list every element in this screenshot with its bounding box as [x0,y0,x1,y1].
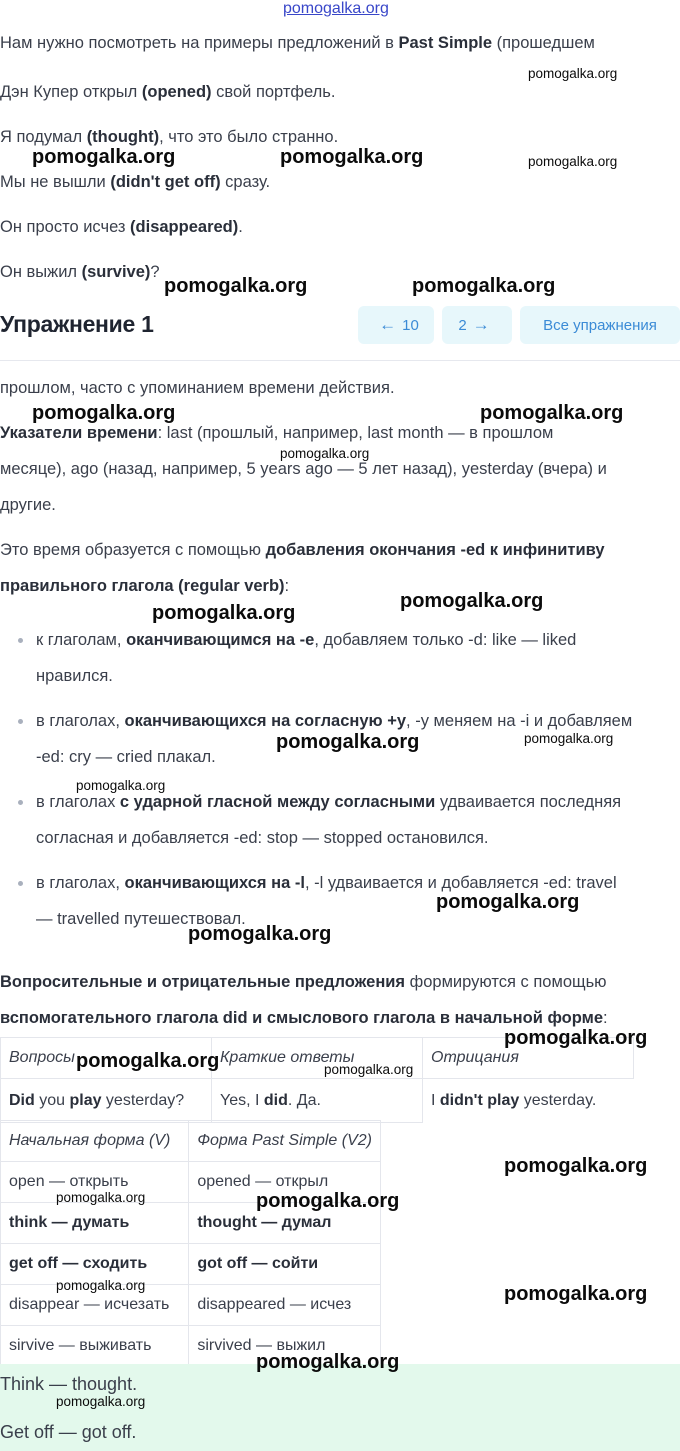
table-cell: I didn't play yesterday. [423,1079,634,1123]
verb-forms-table [0,1120,381,1367]
watermark-text: pomogalka.org [256,1190,400,1212]
watermark-text: pomogalka.org [504,1155,648,1177]
table-cell: Did you play yesterday? [1,1079,212,1123]
table-cell: thought — думал [189,1203,381,1244]
watermark-text: pomogalka.org [324,1062,414,1077]
watermark-text: pomogalka.org [32,146,176,168]
table-cell: sirvived — выжил [189,1326,381,1367]
watermark-text: pomogalka.org [528,66,618,81]
table-header-row [1,1121,381,1162]
all-exercises-button[interactable]: Все упражнения [520,306,680,344]
list-item-cont: — travelled путешествовал. [36,910,246,928]
list-item: в глаголах, оканчивающихся на -l, -l удваивается и добавляется -ed: travel [36,874,617,892]
intro-line-2: Я подумал (thought), что это было странно. [0,128,339,146]
watermark-text: pomogalka.org [188,923,332,945]
table-cell: opened — открыл [189,1162,381,1203]
watermark-text: pomogalka.org [280,446,370,461]
prev-exercise-button[interactable]: ← 10 [358,306,434,344]
watermark-text: pomogalka.org [56,1190,146,1205]
theory-line-4: другие. [0,496,56,514]
watermark-text: pomogalka.org [280,146,424,168]
table-cell: disappear — исчезать [1,1285,189,1326]
list-item-cont: -ed: cry — cried плакал. [36,748,216,766]
table-header-cell: Краткие ответы [212,1038,423,1079]
intro-line-0: Нам нужно посмотреть на примеры предложений в Past Simple (прошедшем [0,34,595,52]
table-cell: open — открыть [1,1162,189,1203]
watermark-text: pomogalka.org [256,1351,400,1373]
bullet-dot [18,719,23,724]
list-item: в глаголах, оканчивающихся на согласную +y, -y меняем на -i и добавляем [36,712,633,730]
table-row [1,1079,634,1123]
theory-line-6: правильного глагола (regular verb): [0,577,290,595]
intro-line-1: Дэн Купер открыл (opened) свой портфель. [0,83,336,101]
watermark-text: pomogalka.org [528,154,618,169]
watermark-text: pomogalka.org [524,731,614,746]
watermark-text: pomogalka.org [480,402,624,424]
intro-line-3: Мы не вышли (didn't get off) сразу. [0,173,271,191]
watermark-text: pomogalka.org [76,778,166,793]
watermark-text: pomogalka.org [504,1027,648,1049]
watermark-text: pomogalka.org [504,1283,648,1305]
table-cell: Yes, I did. Да. [212,1079,423,1123]
exercise-title: Упражнение 1 [0,311,154,337]
arrow-right-icon: → [472,315,490,334]
table-cell: think — думать [1,1203,189,1244]
intro-line-5: Он выжил (survive)? [0,263,160,281]
bullet-dot [18,638,23,643]
top-watermark-link[interactable]: pomogalka.org [283,0,389,17]
watermark-text: pomogalka.org [152,602,296,624]
table-header-cell: Форма Past Simple (V2) [189,1121,381,1162]
table-header-cell: Начальная форма (V) [1,1121,189,1162]
watermark-text: pomogalka.org [400,590,544,612]
watermark-text: pomogalka.org [32,402,176,424]
next-exercise-button[interactable]: 2 → [442,306,512,344]
answer-line-2: Get off — got off. [0,1422,137,1442]
question-line-2: вспомогательного глагола did и смыслового глагола в начальной форме: [0,1009,608,1027]
table-header-cell: Вопросы [1,1038,212,1079]
bullet-dot [18,881,23,886]
table-cell: get off — сходить [1,1244,189,1285]
question-line-1: Вопросительные и отрицательные предложения формируются с помощью [0,973,607,991]
theory-line-5: Это время образуется с помощью добавления окончания -ed к инфинитиву [0,541,605,559]
bullet-dot [18,800,23,805]
table-header-cell: Отрицания [423,1038,634,1079]
watermark-text: pomogalka.org [412,275,556,297]
theory-line-2: Указатели времени: last (прошлый, например, last month — в прошлом [0,424,554,442]
list-item-cont: нравился. [36,667,113,685]
theory-line-3: месяце), ago (назад, например, 5 years ago — 5 лет назад), yesterday (вчера) и [0,460,607,478]
watermark-text: pomogalka.org [56,1278,146,1293]
table-cell: disappeared — исчез [189,1285,381,1326]
list-item: к глаголам, оканчивающимся на -e, добавляем только -d: like — liked [36,631,577,649]
theory-line-1: прошлом, часто с упоминанием времени действия. [0,379,395,397]
table-cell: sirvive — выживать [1,1326,189,1367]
list-item-cont: согласная и добавляется -ed: stop — stopped остановился. [36,829,489,847]
watermark-text: pomogalka.org [276,731,420,753]
watermark-text: pomogalka.org [164,275,308,297]
watermark-text: pomogalka.org [76,1050,220,1072]
list-item: в глаголах с ударной гласной между согласными удваивается последняя [36,793,622,811]
intro-line-4: Он просто исчез (disappeared). [0,218,243,236]
table-cell: got off — сойти [189,1244,381,1285]
answer-line-1: Think — thought. [0,1374,138,1394]
arrow-left-icon: ← [379,315,397,334]
watermark-text: pomogalka.org [436,891,580,913]
watermark-text: pomogalka.org [56,1394,146,1409]
